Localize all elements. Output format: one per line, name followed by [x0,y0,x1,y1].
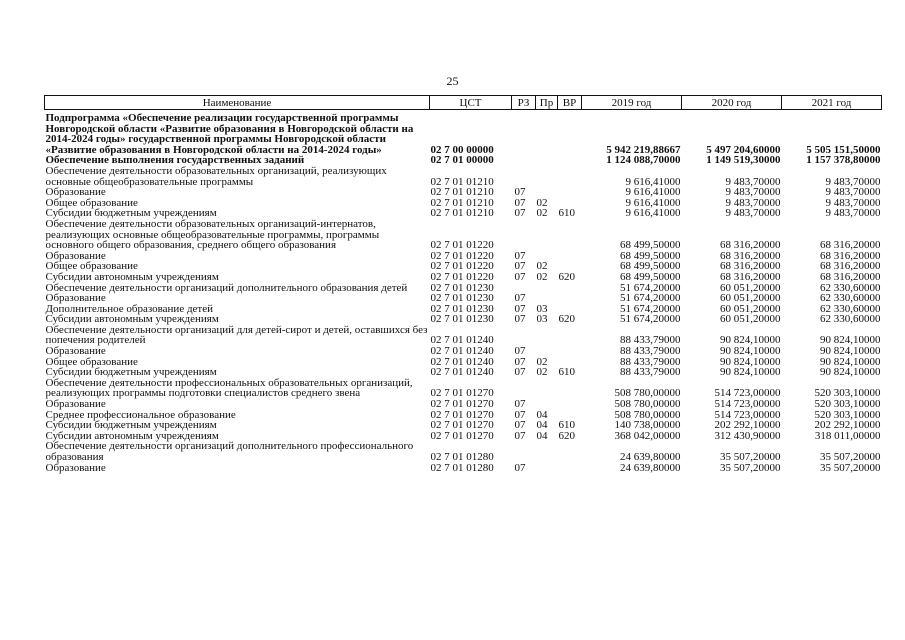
table-body [45,110,882,474]
row-2020: 60 051,20000 [720,302,781,315]
table-row [45,378,882,399]
row-2020: 90 824,10000 [720,345,781,358]
header-name: Наименование [45,96,430,110]
row-cst: 02 7 01 01240 [430,355,494,368]
row-2020: 514 723,00000 [714,398,781,411]
row-2019: 68 499,50000 [620,239,681,252]
row-name: Общее образование [45,355,138,368]
row-name: Обеспечение деятельности образовательных организаций-интернатов, реализующих основные общеобразовательные программы, программы основного общего образования, среднего общего образования [45,217,380,252]
row-rz: 07 [514,270,526,283]
row-2019: 508 780,00000 [614,408,681,421]
row-vr: 610 [558,207,575,220]
row-2019: 24 639,80000 [620,451,681,463]
header-cst: ЦСТ [430,96,512,110]
row-cst: 02 7 01 01240 [430,334,494,347]
row-2019: 51 674,20000 [620,281,681,294]
row-pr [536,463,558,474]
row-cst: 02 7 01 01270 [430,387,494,400]
row-name: Субсидии бюджетным учреждениям [45,366,217,379]
row-2021: 5 505 151,50000 [806,143,881,156]
row-name: Образование [45,461,106,474]
row-2021: 9 483,70000 [825,186,881,199]
row-vr [558,187,582,198]
row-2021: 520 303,10000 [814,387,881,400]
row-2021: 9 483,70000 [825,207,881,220]
row-rz: 07 [514,408,526,421]
row-2019: 88 433,79000 [620,345,681,358]
row-2021: 68 316,20000 [820,270,881,283]
row-rz: 07 [514,302,526,315]
page-number: 25 [446,74,459,88]
row-2021: 68 316,20000 [820,239,881,252]
row-rz [512,110,536,156]
row-2020: 514 723,00000 [714,387,781,400]
row-vr [558,441,582,462]
row-pr: 02 [536,196,548,209]
row-2019: 368 042,00000 [614,429,681,442]
row-name: Обеспечение деятельности организаций для детей-сирот и детей, оставшихся без попечения родителей [45,323,428,347]
row-2020: 60 051,20000 [720,281,781,294]
row-name: Обеспечение деятельности организаций дополнительного профессионального образования [45,440,414,463]
row-cst: 02 7 01 01210 [430,196,494,209]
row-name: Дополнительное образование детей [45,302,214,315]
row-cst: 02 7 01 01220 [430,260,494,273]
row-2020: 9 483,70000 [725,186,781,199]
row-2020: 60 051,20000 [720,313,781,326]
row-name: Образование [45,292,106,305]
row-2019: 88 433,79000 [620,366,681,379]
row-cst: 02 7 00 00000 [430,143,494,156]
table-row [45,110,882,156]
row-2020: 1 149 519,30000 [706,154,781,167]
row-2021: 62 330,60000 [820,313,881,326]
row-name: Образование [45,398,106,411]
header-rz: РЗ [512,96,536,110]
row-2019: 508 780,00000 [614,387,681,400]
row-pr [536,166,558,187]
row-name: Образование [45,345,106,358]
row-name: Субсидии автономным учреждениям [45,270,219,283]
row-2020: 9 483,70000 [725,207,781,220]
row-2019: 5 942 219,88667 [606,143,681,156]
row-rz: 07 [514,345,526,358]
row-2019: 9 616,41000 [625,207,681,220]
row-2020: 9 483,70000 [725,196,781,209]
row-cst: 02 7 01 01220 [430,249,494,262]
row-2021: 90 824,10000 [820,366,881,379]
row-rz: 07 [514,313,526,326]
row-rz: 07 [514,419,526,432]
row-2019: 9 616,41000 [625,175,681,188]
row-2020: 90 824,10000 [720,366,781,379]
row-rz: 07 [514,196,526,209]
row-rz: 07 [514,366,526,379]
row-rz: 07 [514,461,526,474]
row-2021: 9 483,70000 [825,175,881,188]
row-pr: 02 [536,366,548,379]
row-rz: 07 [514,260,526,273]
row-2021: 68 316,20000 [820,260,881,273]
row-2019: 68 499,50000 [620,270,681,283]
row-vr [558,293,582,304]
row-pr [536,378,558,399]
row-2019: 88 433,79000 [620,334,681,347]
row-vr [558,283,582,294]
row-cst: 02 7 01 00000 [430,154,494,167]
row-2021: 520 303,10000 [814,408,881,421]
row-2020: 90 824,10000 [720,355,781,368]
row-2019: 68 499,50000 [620,260,681,273]
row-pr: 03 [536,302,548,315]
row-2020: 60 051,20000 [720,292,781,305]
row-name: Обеспечение выполнения государственных заданий [45,154,305,167]
row-2019: 24 639,80000 [620,461,681,474]
row-vr [558,251,582,262]
row-rz [512,166,536,187]
row-rz [512,441,536,462]
table-row [45,441,882,462]
row-rz [512,325,536,346]
row-2020: 68 316,20000 [720,249,781,262]
row-cst: 02 7 01 01220 [430,239,494,252]
table-row [45,272,882,283]
row-name: Обеспечение деятельности организаций дополнительного образования детей [45,281,408,294]
row-name: Обеспечение деятельности образовательных организаций, реализующих основные общеобразовательные программы [45,164,387,188]
row-rz: 07 [514,186,526,199]
row-pr: 02 [536,207,548,220]
row-2020: 68 316,20000 [720,270,781,283]
row-2020: 90 824,10000 [720,334,781,347]
row-2020: 5 497 204,60000 [706,143,781,156]
row-2021: 35 507,20000 [820,451,881,463]
row-name: Обеспечение деятельности профессиональных образовательных организаций, реализующих программы подготовки специалистов среднего звена [45,376,413,400]
row-2021: 35 507,20000 [820,461,881,474]
row-pr [536,155,558,166]
row-cst: 02 7 01 01220 [430,270,494,283]
row-vr [558,378,582,399]
row-cst: 02 7 01 01280 [430,451,494,463]
budget-table [44,95,882,473]
header-2020: 2020 год [682,96,782,110]
row-rz [512,219,536,251]
row-2020: 35 507,20000 [720,461,781,474]
row-rz: 07 [514,429,526,442]
row-2020: 514 723,00000 [714,408,781,421]
row-name: Общее образование [45,196,138,209]
row-pr [536,283,558,294]
row-rz: 07 [514,249,526,262]
row-2020: 9 483,70000 [725,175,781,188]
row-2021: 1 157 378,80000 [806,154,881,167]
row-pr: 02 [536,270,548,283]
row-cst: 02 7 01 01230 [430,281,494,294]
row-cst: 02 7 01 01240 [430,345,494,358]
header-pr: Пр [536,96,558,110]
row-2021: 90 824,10000 [820,334,881,347]
row-name: Субсидии автономным учреждениям [45,313,219,326]
row-cst: 02 7 01 01270 [430,429,494,442]
row-2019: 1 124 088,70000 [606,154,681,167]
row-vr [558,463,582,474]
header-2019: 2019 год [582,96,682,110]
row-2021: 62 330,60000 [820,292,881,305]
row-2020: 35 507,20000 [720,451,781,463]
row-cst: 02 7 01 01270 [430,408,494,421]
row-pr [536,441,558,462]
row-2021: 68 316,20000 [820,249,881,262]
row-cst: 02 7 01 01230 [430,292,494,305]
row-2020: 312 430,90000 [714,429,781,442]
row-rz: 07 [514,398,526,411]
row-2019: 51 674,20000 [620,302,681,315]
row-2019: 140 738,00000 [614,419,681,432]
table-header [45,96,882,110]
row-cst: 02 7 01 01270 [430,419,494,432]
row-rz [512,155,536,166]
row-pr: 04 [536,408,548,421]
row-2019: 88 433,79000 [620,355,681,368]
row-vr [558,219,582,251]
row-2021: 90 824,10000 [820,355,881,368]
row-name: Субсидии автономным учреждениям [45,429,219,442]
row-2019: 9 616,41000 [625,186,681,199]
row-2019: 68 499,50000 [620,249,681,262]
row-2019: 9 616,41000 [625,196,681,209]
row-vr [558,155,582,166]
row-pr [536,110,558,156]
row-pr: 04 [536,429,548,442]
row-2021: 520 303,10000 [814,398,881,411]
row-vr: 610 [558,419,575,432]
row-vr [558,325,582,346]
row-2019: 51 674,20000 [620,313,681,326]
row-cst: 02 7 01 01270 [430,398,494,411]
row-2021: 62 330,60000 [820,302,881,315]
row-cst: 02 7 01 01280 [430,461,494,474]
row-2019: 51 674,20000 [620,292,681,305]
row-vr [558,110,582,156]
row-2020: 202 292,10000 [714,419,781,432]
row-cst: 02 7 01 01210 [430,175,494,188]
row-vr [558,399,582,410]
row-pr [536,219,558,251]
row-name: Подпрограмма «Обеспечение реализации государственной программы Новгородской области «Развитие образования в Новгородской области на 2014-2024 годы» государственной программы Новгородской области «Развитие образования в Новгородской области на 2014-2024 годы» [45,112,414,156]
row-pr: 02 [536,355,548,368]
header-vr: ВР [558,96,582,110]
row-2019: 508 780,00000 [614,398,681,411]
row-name: Субсидии бюджетным учреждениям [45,419,217,432]
row-vr [558,166,582,187]
row-2021: 90 824,10000 [820,345,881,358]
row-pr: 02 [536,260,548,273]
row-2020: 68 316,20000 [720,260,781,273]
row-2020: 68 316,20000 [720,239,781,252]
row-cst: 02 7 01 01210 [430,207,494,220]
row-cst: 02 7 01 01230 [430,313,494,326]
row-vr: 620 [558,429,575,442]
row-rz: 07 [514,207,526,220]
row-rz: 07 [514,355,526,368]
row-cst: 02 7 01 01240 [430,366,494,379]
row-cst: 02 7 01 01230 [430,302,494,315]
row-vr [558,346,582,357]
row-name: Среднее профессиональное образование [45,408,236,421]
header-2021: 2021 год [782,96,882,110]
row-name: Субсидии бюджетным учреждениям [45,207,217,220]
row-vr: 620 [558,313,575,326]
row-pr: 04 [536,419,548,432]
table-row [45,463,882,474]
table-row [45,325,882,346]
row-2021: 202 292,10000 [814,419,881,432]
row-2021: 9 483,70000 [825,196,881,209]
row-2021: 318 011,00000 [814,429,881,442]
row-name: Образование [45,186,106,199]
table-row [45,219,882,251]
table-row [45,166,882,187]
row-name: Общее образование [45,260,138,273]
row-pr: 03 [536,313,548,326]
row-pr [536,325,558,346]
row-2021: 62 330,60000 [820,281,881,294]
row-cst: 02 7 01 01210 [430,186,494,199]
row-name: Образование [45,249,106,262]
row-rz [512,378,536,399]
row-vr: 610 [558,366,575,379]
row-vr: 620 [558,270,575,283]
row-rz: 07 [514,292,526,305]
